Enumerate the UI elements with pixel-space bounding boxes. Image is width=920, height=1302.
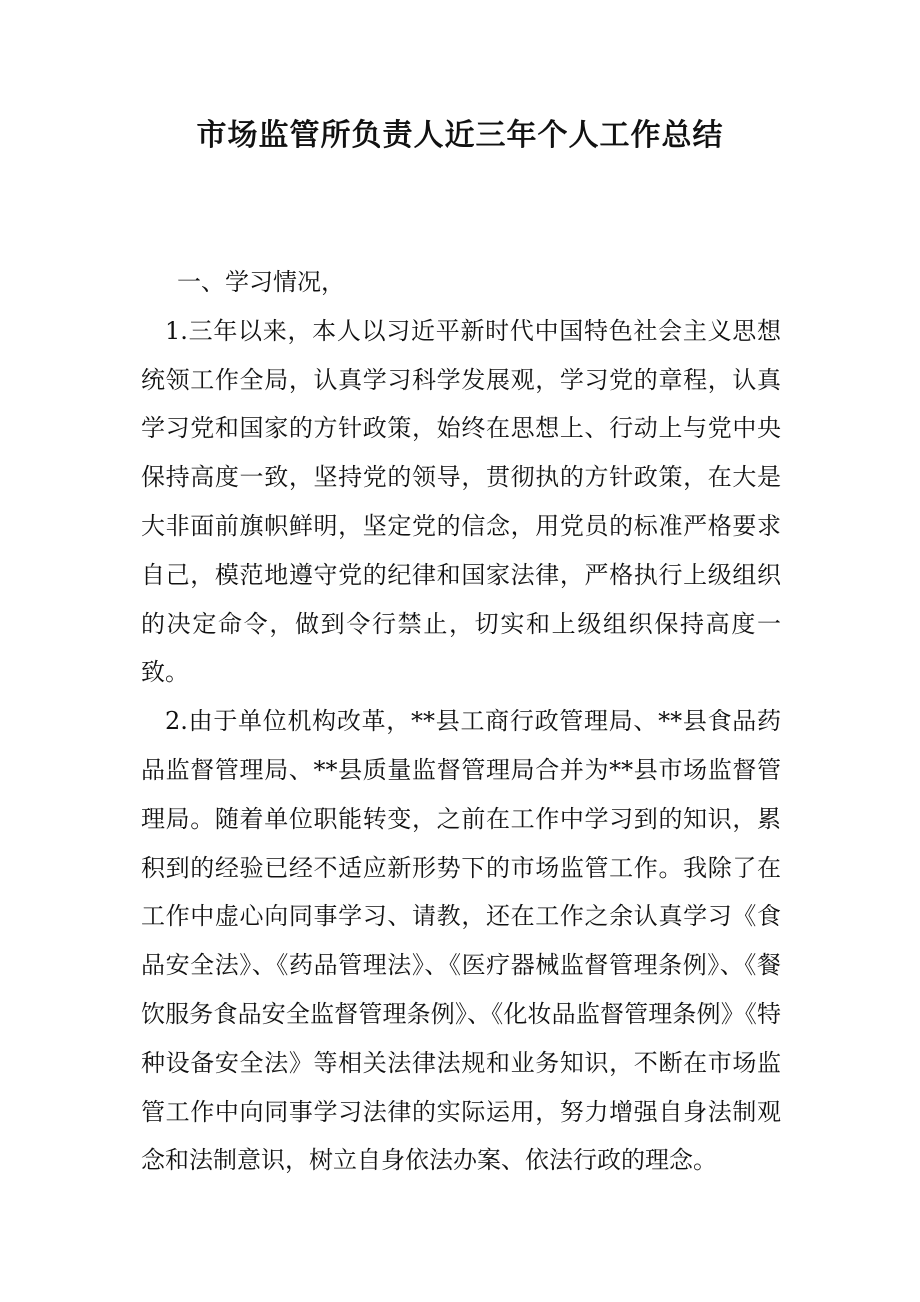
document-body — [141, 258, 781, 1185]
paragraph-2: 2.由于单位机构改革，**县工商行政管理局、**县食品药品监督管理局、**县质量监督管理局合并为**县市场监督管理局。随着单位职能转变，之前在工作中学习到的知识，累积到的经验已经不适应新形势下的市场监管工作。我除了在工作中虚心向同事学习、请教，还在工作之余认真学习《食品安全法》、《药品管理法》、《医疗器械监督管理条例》、《餐饮服务食品安全监督管理条例》、《化妆品监督管理条例》《特种设备安全法》等相关法律法规和业务知识，不断在市场监管工作中向同事学习法律的实际运用，努力增强自身法制观念和法制意识，树立自身依法办案、依法行政的理念。 — [141, 707, 781, 1175]
paragraph-1: 1.三年以来，本人以习近平新时代中国特色社会主义思想统领工作全局，认真学习科学发展观，学习党的章程，认真学习党和国家的方针政策，始终在思想上、行动上与党中央保持高度一致，坚持党的领导，贯彻执的方针政策，在大是大非面前旗帜鲜明，坚定党的信念，用党员的标准严格要求自己，模范地遵守党的纪律和国家法律，严格执行上级组织的决定命令，做到令行禁止，切实和上级组织保持高度一致。 — [141, 316, 781, 687]
section-heading: 一、学习情况， — [177, 268, 345, 296]
document-title: 市场监管所负责人近三年个人工作总结 — [196, 118, 724, 153]
